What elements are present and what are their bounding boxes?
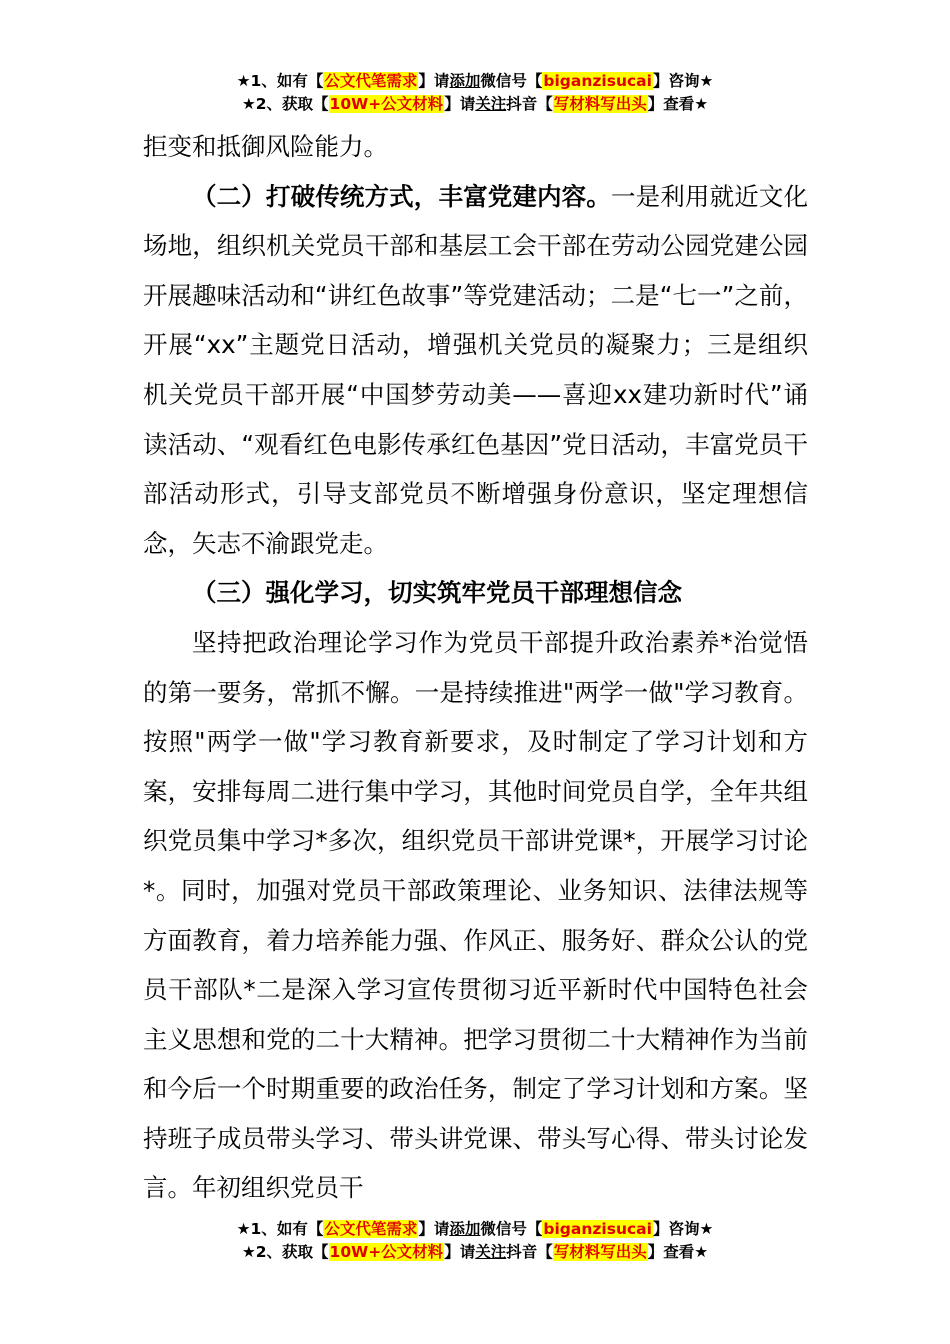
banner-text: 抖音【 <box>506 95 553 113</box>
paragraph-section-2 <box>143 172 808 569</box>
section-2-text: 一是利用就近文化场地，组织机关党员干部和基层工会干部在劳动公园党建公园开展趣味活动和“讲红色故事”等党建活动；二是“七一”之前，开展“xx”主题党日活动，增强机关党员的凝聚力；三是组织机关党员干部开展“中国梦劳动美——喜迎xx建功新时代”诵读活动、“观看红色电影传承红色基因”党日活动，丰富党员干部活动形式，引导支部党员不断增强身份意识，坚定理想信念，矢志不渝跟党走。 <box>143 181 809 558</box>
section-2-heading: （二）打破传统方式，丰富党建内容。 <box>192 181 611 211</box>
banner-text: ★1、如有【 <box>236 1220 324 1238</box>
top-banner <box>0 70 950 116</box>
banner-highlight: 10W+公文材料 <box>329 1243 444 1261</box>
document-body <box>143 122 808 1213</box>
paragraph-section-3: 坚持把政治理论学习作为党员干部提升政治素养*治觉悟的第一要务，常抓不懈。一是持续推进"两学一做"学习教育。按照"两学一做"学习教育新要求，及时制定了学习计划和方案，安排每周二进行集中学习，其他时间党员自学，全年共组织党员集中学习*多次，组织党员干部讲党课*，开展学习讨论*。同时，加强对党员干部政策理论、业务知识、法律法规等方面教育，着力培养能力强、作风正、服务好、群众公认的党员干部队*二是深入学习宣传贯彻习近平新时代中国特色社会主义思想和党的二十大精神。把学习贯彻二十大精神作为当前和今后一个时期重要的政治任务，制定了学习计划和方案。坚持班子成员带头学习、带头讲党课、带头写心得、带头讨论发言。年初组织党员干 <box>143 627 808 1203</box>
banner-text: 】咨询★ <box>652 1220 714 1238</box>
banner-highlight: 写材料写出头 <box>553 1243 647 1261</box>
banner-underlined: 添加 <box>449 72 481 90</box>
banner-text: 】请 <box>444 95 476 113</box>
banner-text: ★1、如有【 <box>236 72 324 90</box>
banner-highlight: 公文代笔需求 <box>324 1220 418 1238</box>
banner-highlight: biganzisucai <box>543 1220 652 1238</box>
banner-text: 】查看★ <box>647 1243 709 1261</box>
banner-text: 】请 <box>418 1220 450 1238</box>
paragraph-continuation: 拒变和抵御风险能力。 <box>143 132 388 161</box>
banner-line-1 <box>0 70 950 93</box>
banner-highlight: 10W+公文材料 <box>329 95 444 113</box>
banner-underlined: 关注 <box>475 1243 507 1261</box>
banner-highlight: biganzisucai <box>543 72 652 90</box>
banner-text: ★2、获取【 <box>241 1243 329 1261</box>
banner-underlined: 关注 <box>475 95 507 113</box>
banner-line-2 <box>0 1241 950 1264</box>
banner-highlight: 写材料写出头 <box>553 95 647 113</box>
bottom-banner <box>0 1218 950 1264</box>
banner-text: 】请 <box>444 1243 476 1261</box>
banner-line-2 <box>0 93 950 116</box>
banner-text: 抖音【 <box>506 1243 553 1261</box>
banner-text: 】请 <box>418 72 450 90</box>
banner-highlight: 公文代笔需求 <box>324 72 418 90</box>
banner-line-1 <box>0 1218 950 1241</box>
section-3-heading: （三）强化学习，切实筑牢党员干部理想信念 <box>192 578 682 608</box>
banner-text: 】查看★ <box>647 95 709 113</box>
banner-underlined: 添加 <box>449 1220 481 1238</box>
banner-text: 微信号【 <box>480 72 543 90</box>
banner-text: ★2、获取【 <box>241 95 329 113</box>
banner-text: 】咨询★ <box>652 72 714 90</box>
banner-text: 微信号【 <box>480 1220 543 1238</box>
